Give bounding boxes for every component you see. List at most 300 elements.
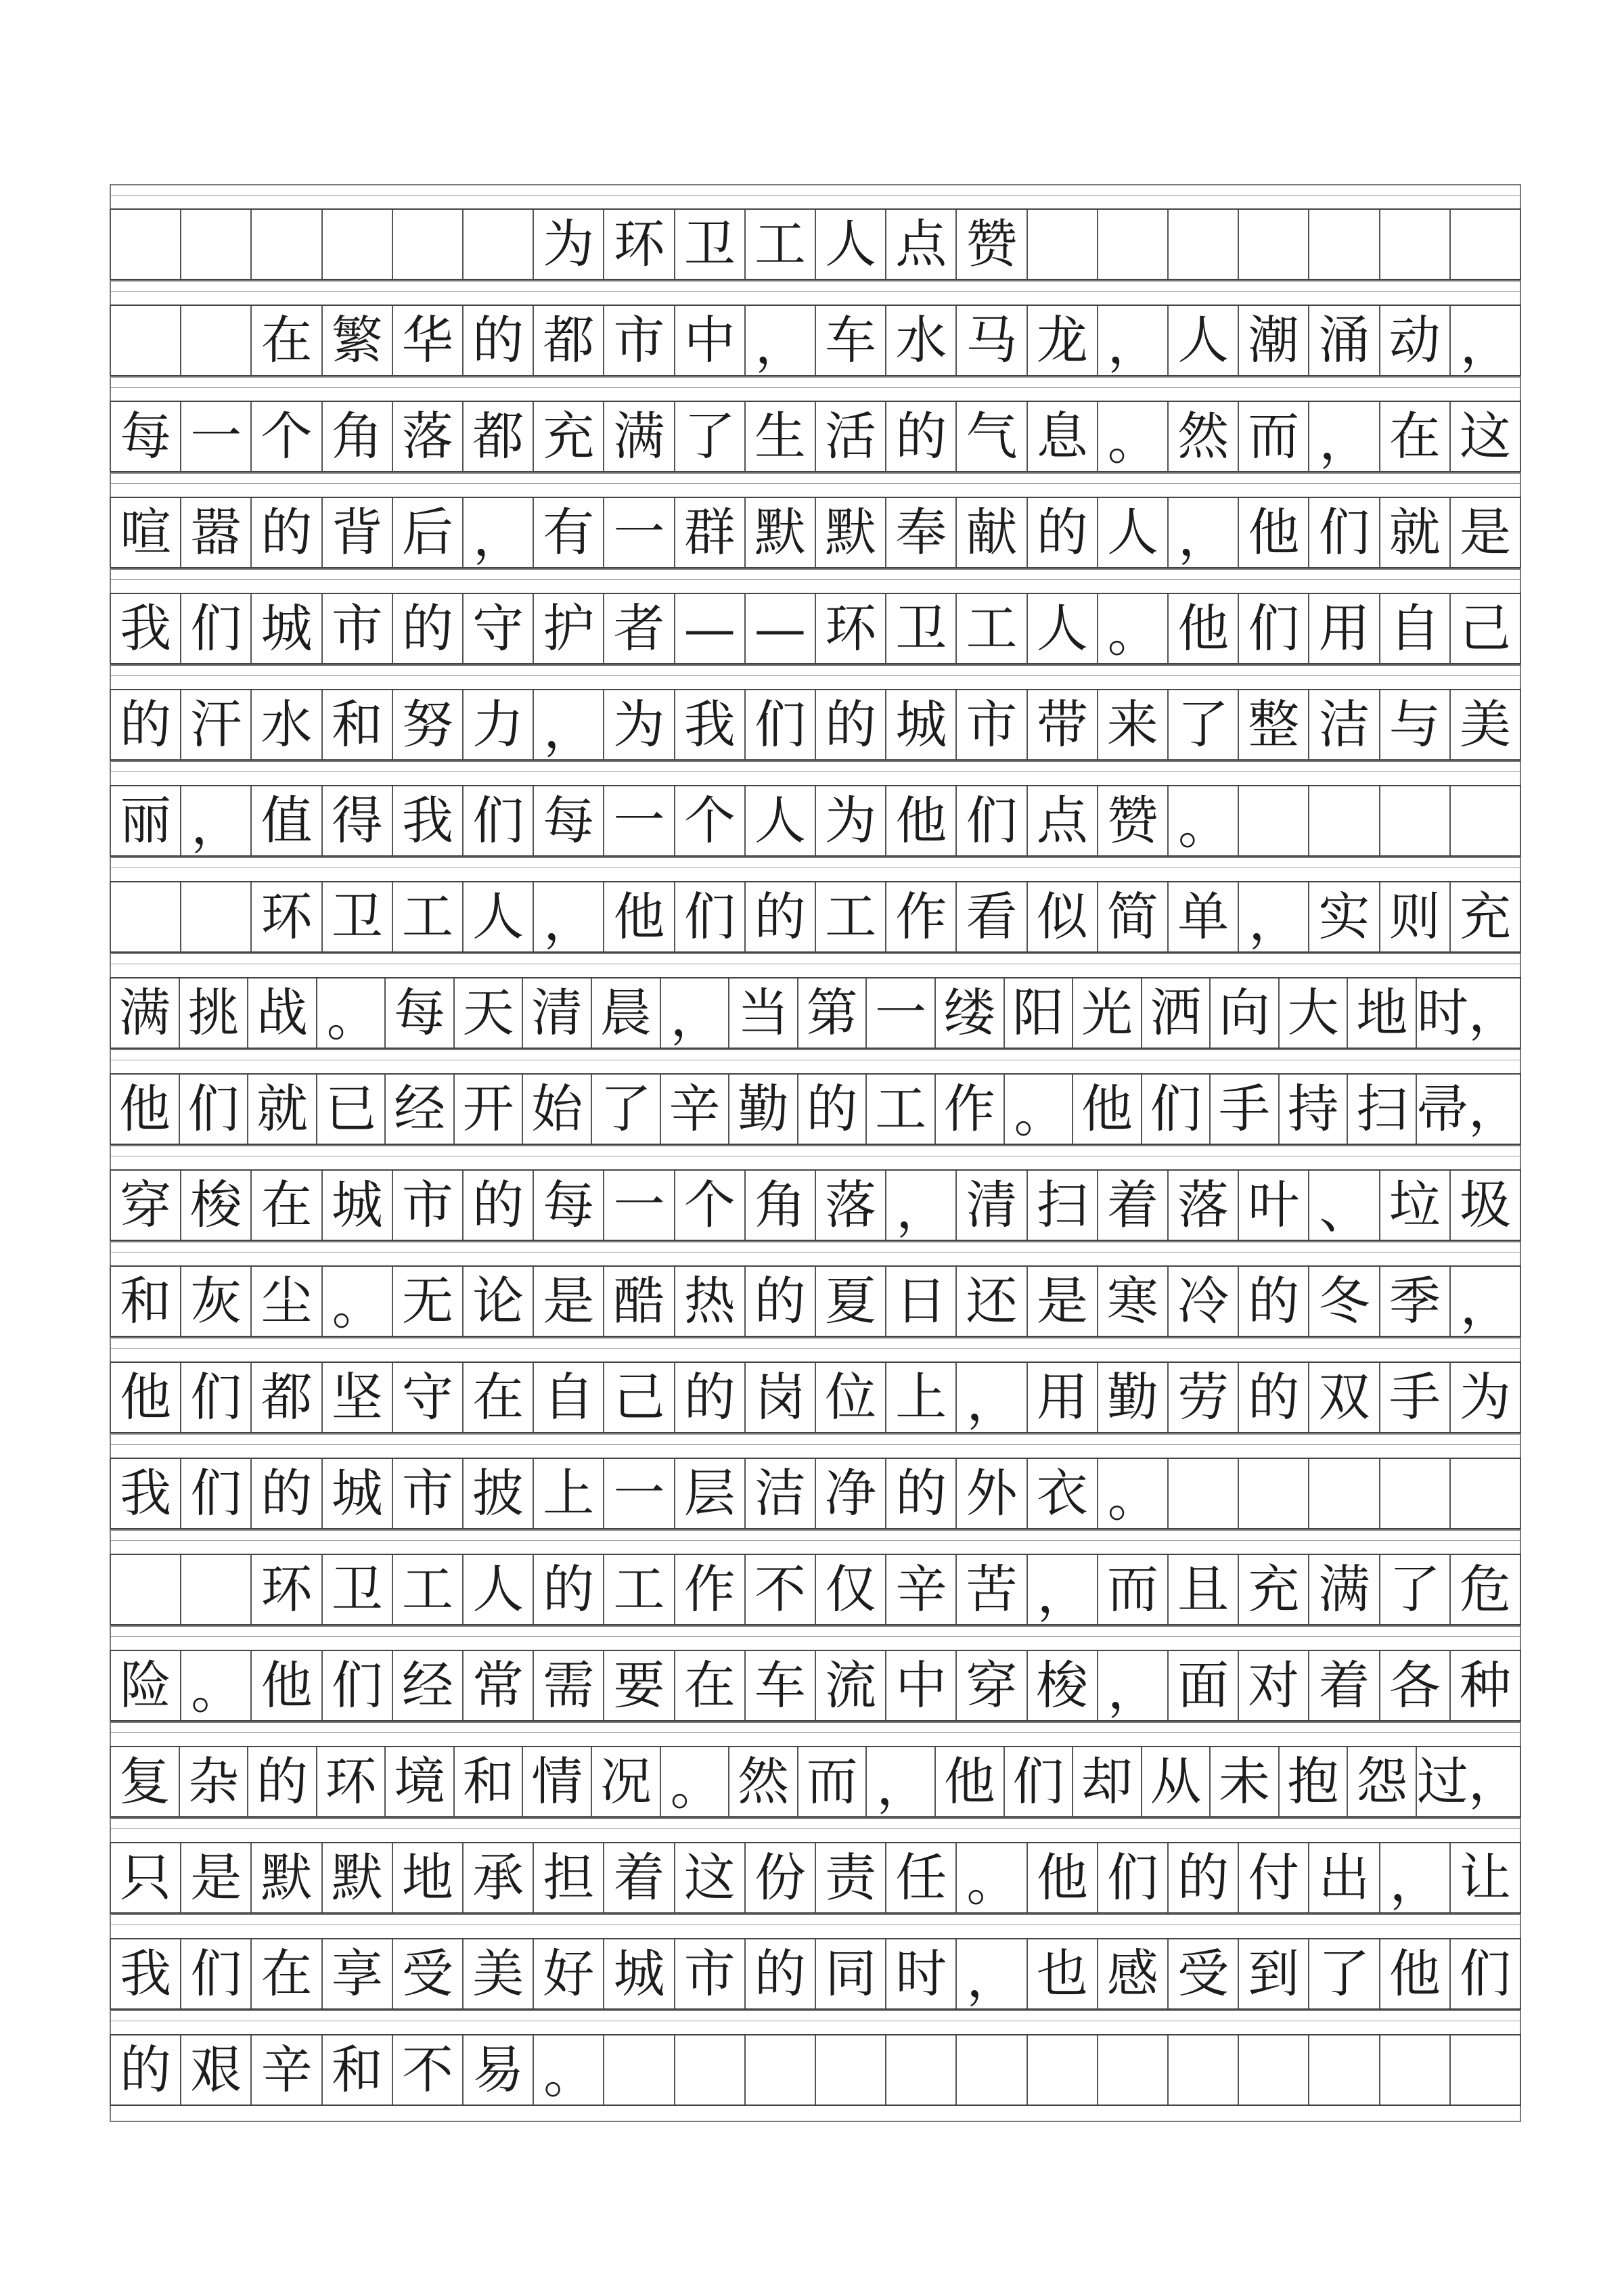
grid-cell: 城: [323, 1459, 393, 1528]
grid-cell: 是: [534, 1267, 604, 1336]
grid-cell: ，: [957, 1363, 1027, 1432]
grid-cell: 情: [523, 1747, 592, 1816]
grid-cell: 群: [675, 498, 746, 567]
grid-cell: 。: [1005, 1075, 1074, 1144]
grid-cell: 需: [534, 1651, 604, 1720]
grid-cell: 劳: [1169, 1363, 1239, 1432]
grid-cell: ，: [534, 882, 604, 951]
grid-cell: 份: [746, 1843, 816, 1912]
grid-cell: 的: [534, 1555, 604, 1624]
grid-cell: 都: [534, 306, 604, 375]
grid-cell: 值: [252, 786, 322, 855]
grid-cell: 力: [464, 690, 534, 759]
grid-cell: 仅: [816, 1555, 886, 1624]
grid-cell: 享: [323, 1939, 393, 2008]
text-row: [110, 1265, 1521, 1337]
text-row: [110, 593, 1521, 665]
row-gap: [110, 1914, 1521, 1938]
grid-cell: 论: [464, 1267, 534, 1336]
grid-cell: 人: [746, 786, 816, 855]
grid-cell: 这: [1451, 402, 1521, 471]
grid-cell: 挑: [180, 978, 249, 1048]
grid-cell: 城: [886, 690, 957, 759]
text-row: [110, 1458, 1521, 1529]
grid-cell: 充: [1451, 882, 1521, 951]
grid-cell: [111, 306, 181, 375]
grid-cell: [816, 2035, 886, 2104]
grid-cell: ，: [1028, 1555, 1098, 1624]
grid-cell: 寒: [1098, 1267, 1169, 1336]
grid-cell: 当: [729, 978, 798, 1048]
grid-cell: 们: [181, 1939, 252, 2008]
grid-cell: 。: [1098, 594, 1169, 663]
grid-cell: 向: [1211, 978, 1280, 1048]
grid-cell: 的: [1239, 1267, 1309, 1336]
grid-cell: 了: [675, 402, 746, 471]
grid-cell: 奉: [886, 498, 957, 567]
grid-cell: ，: [1239, 882, 1309, 951]
grid-cell: 都: [464, 402, 534, 471]
grid-cell: 抱: [1280, 1747, 1349, 1816]
grid-cell: 角: [323, 402, 393, 471]
grid-cell: 一: [604, 498, 675, 567]
grid-cell: 怨: [1348, 1747, 1417, 1816]
grid-cell: 华: [393, 306, 464, 375]
grid-cell: 在: [464, 1363, 534, 1432]
grid-cell: 他: [886, 786, 957, 855]
grid-cell: 付: [1239, 1843, 1309, 1912]
grid-cell: 勤: [1098, 1363, 1169, 1432]
grid-cell: 满: [1309, 1555, 1380, 1624]
row-gap: [110, 472, 1521, 497]
grid-cell: 实: [1309, 882, 1380, 951]
grid-cell: 受: [1169, 1939, 1239, 2008]
text-row: [110, 1746, 1521, 1818]
grid-cell: 开: [455, 1075, 524, 1144]
grid-cell: 献: [957, 498, 1027, 567]
grid-cell: 辛: [886, 1555, 957, 1624]
grid-cell: 市: [323, 594, 393, 663]
grid-cell: 出: [1309, 1843, 1380, 1912]
grid-cell: 每: [386, 978, 455, 1048]
grid-cell: [1451, 210, 1521, 279]
grid-cell: 水: [252, 690, 322, 759]
grid-cell: ，: [746, 306, 816, 375]
grid-cell: 人: [464, 882, 534, 951]
grid-cell: ，: [534, 690, 604, 759]
grid-cell: 我: [111, 594, 181, 663]
grid-cell: [1169, 210, 1239, 279]
grid-cell: 我: [111, 1939, 181, 2008]
grid-cell: 担: [534, 1843, 604, 1912]
grid-cell: 的: [1239, 1363, 1309, 1432]
grid-cell: 洒: [1142, 978, 1211, 1048]
grid-cell: 他: [1380, 1939, 1451, 2008]
grid-cell: [1451, 1459, 1521, 1528]
grid-cell: [746, 2035, 816, 2104]
grid-cell: 要: [604, 1651, 675, 1720]
grid-cell: [323, 210, 393, 279]
grid-cell: [1098, 2035, 1169, 2104]
grid-cell: 的: [464, 1171, 534, 1240]
grid-cell: 为: [1451, 1363, 1521, 1432]
grid-cell: 个: [675, 1171, 746, 1240]
grid-cell: 勤: [729, 1075, 798, 1144]
grid-cell: 市: [393, 1459, 464, 1528]
text-row: [110, 1842, 1521, 1914]
grid-cell: 丽: [111, 786, 181, 855]
grid-cell: 每: [534, 786, 604, 855]
grid-cell: 们: [464, 786, 534, 855]
grid-cell: [464, 210, 534, 279]
grid-cell: 自: [534, 1363, 604, 1432]
grid-cell: [1451, 786, 1521, 855]
grid-cell: 的: [886, 1459, 957, 1528]
grid-cell: 我: [675, 690, 746, 759]
grid-cell: [111, 1555, 181, 1624]
grid-cell: 市: [675, 1939, 746, 2008]
grid-cell: 点: [886, 210, 957, 279]
grid-cell: 活: [816, 402, 886, 471]
grid-cell: 一: [867, 978, 936, 1048]
grid-cell: 人: [816, 210, 886, 279]
grid-cell: 。: [534, 2035, 604, 2104]
grid-cell: [393, 210, 464, 279]
grid-cell: 满: [111, 978, 180, 1048]
grid-cell: 穿: [957, 1651, 1027, 1720]
grid-cell: 中: [675, 306, 746, 375]
grid-cell: [111, 210, 181, 279]
grid-cell: —: [746, 594, 816, 663]
grid-cell: 在: [252, 306, 322, 375]
grid-cell: ，: [1451, 306, 1521, 375]
grid-cell: 角: [746, 1171, 816, 1240]
row-gap: [110, 1529, 1521, 1554]
grid-cell: 者: [604, 594, 675, 663]
grid-cell: 工: [393, 1555, 464, 1624]
grid-cell: [181, 210, 252, 279]
grid-cell: 冷: [1169, 1267, 1239, 1336]
grid-cell: 而: [1239, 402, 1309, 471]
row-gap: [110, 1818, 1521, 1842]
text-row: [110, 1554, 1521, 1625]
grid-cell: 大: [1280, 978, 1349, 1048]
grid-cell: 的: [111, 2035, 181, 2104]
grid-cell: 水: [886, 306, 957, 375]
grid-cell: 落: [1169, 1171, 1239, 1240]
grid-cell: 还: [957, 1267, 1027, 1336]
grid-cell: 梭: [181, 1171, 252, 1240]
grid-cell: 环: [816, 594, 886, 663]
grid-cell: 他: [1073, 1075, 1142, 1144]
grid-cell: 们: [181, 1459, 252, 1528]
grid-cell: 就: [1380, 498, 1451, 567]
grid-cell: 过，: [1417, 1747, 1521, 1816]
grid-cell: 而: [798, 1747, 867, 1816]
grid-cell: 尘: [252, 1267, 322, 1336]
grid-cell: 龙: [1028, 306, 1098, 375]
grid-cell: 的: [816, 690, 886, 759]
grid-cell: 默: [816, 498, 886, 567]
grid-cell: 热: [675, 1267, 746, 1336]
grid-cell: 着: [604, 1843, 675, 1912]
grid-cell: 马: [957, 306, 1027, 375]
grid-cell: 是: [1028, 1267, 1098, 1336]
grid-cell: 扫: [1348, 1075, 1417, 1144]
grid-cell: 一: [181, 402, 252, 471]
grid-cell: 有: [534, 498, 604, 567]
grid-cell: 经: [393, 1651, 464, 1720]
grid-cell: 已: [317, 1075, 386, 1144]
grid-cell: 他: [111, 1075, 180, 1144]
grid-cell: [1380, 210, 1451, 279]
grid-cell: 的: [393, 594, 464, 663]
grid-cell: 同: [816, 1939, 886, 2008]
grid-cell: 易: [464, 2035, 534, 2104]
grid-cell: 苦: [957, 1555, 1027, 1624]
grid-cell: 喧: [111, 498, 181, 567]
grid-cell: 对: [1239, 1651, 1309, 1720]
grid-cell: 的: [1028, 498, 1098, 567]
row-gap: [110, 1337, 1521, 1361]
grid-cell: 默: [323, 1843, 393, 1912]
grid-cell: 却: [1073, 1747, 1142, 1816]
grid-cell: ，: [464, 498, 534, 567]
grid-cell: 卫: [886, 594, 957, 663]
grid-cell: 坚: [323, 1363, 393, 1432]
grid-cell: 环: [252, 1555, 322, 1624]
grid-cell: [181, 1555, 252, 1624]
grid-cell: 车: [816, 306, 886, 375]
grid-cell: 了: [592, 1075, 661, 1144]
grid-cell: 人: [464, 1555, 534, 1624]
grid-cell: 人: [1169, 306, 1239, 375]
row-gap: [110, 184, 1521, 208]
grid-cell: 双: [1309, 1363, 1380, 1432]
grid-cell: [1380, 2035, 1451, 2104]
grid-cell: 每: [111, 402, 181, 471]
grid-cell: 自: [1380, 594, 1451, 663]
grid-cell: 工: [816, 882, 886, 951]
grid-cell: ，: [867, 1747, 936, 1816]
grid-cell: 洁: [1309, 690, 1380, 759]
grid-cell: 的: [248, 1747, 317, 1816]
grid-cell: 人: [1098, 498, 1169, 567]
row-gap: [110, 1145, 1521, 1169]
grid-cell: 也: [1028, 1939, 1098, 2008]
grid-cell: 圾: [1451, 1171, 1521, 1240]
grid-cell: 动: [1380, 306, 1451, 375]
grid-cell: 而: [1098, 1555, 1169, 1624]
row-gap: [110, 1721, 1521, 1746]
grid-cell: 市: [604, 306, 675, 375]
grid-cell: 护: [534, 594, 604, 663]
grid-cell: 一: [604, 1459, 675, 1528]
grid-cell: [675, 2035, 746, 2104]
grid-cell: 带: [1028, 690, 1098, 759]
grid-cell: 境: [386, 1747, 455, 1816]
text-row: [110, 977, 1521, 1049]
grid-cell: 。: [957, 1843, 1027, 1912]
grid-cell: 中: [886, 1651, 957, 1720]
grid-cell: ，: [1451, 1267, 1521, 1336]
grid-cell: 净: [816, 1459, 886, 1528]
grid-cell: 用: [1309, 594, 1380, 663]
grid-cell: 常: [464, 1651, 534, 1720]
text-row: [110, 785, 1521, 857]
text-row: [110, 881, 1521, 953]
grid-cell: [252, 210, 322, 279]
grid-cell: 们: [181, 1363, 252, 1432]
grid-cell: 涌: [1309, 306, 1380, 375]
grid-cell: 则: [1380, 882, 1451, 951]
grid-cell: 无: [393, 1267, 464, 1336]
bottom-rule: [110, 2106, 1521, 2122]
grid-cell: 一: [604, 786, 675, 855]
grid-cell: 个: [675, 786, 746, 855]
row-gap: [110, 761, 1521, 785]
grid-cell: 和: [455, 1747, 524, 1816]
grid-cell: 充: [1239, 1555, 1309, 1624]
grid-cell: 美: [464, 1939, 534, 2008]
grid-cell: 潮: [1239, 306, 1309, 375]
grid-cell: 流: [816, 1651, 886, 1720]
grid-cell: 的: [746, 1267, 816, 1336]
grid-cell: [1028, 210, 1098, 279]
grid-cell: 。: [317, 978, 386, 1048]
grid-cell: 受: [393, 1939, 464, 2008]
grid-cell: 们: [323, 1651, 393, 1720]
grid-cell: 天: [455, 978, 524, 1048]
grid-cell: ，: [1098, 306, 1169, 375]
grid-cell: 看: [957, 882, 1027, 951]
grid-cell: 己: [604, 1363, 675, 1432]
grid-cell: 己: [1451, 594, 1521, 663]
grid-cell: 晨: [592, 978, 661, 1048]
grid-cell: 在: [1380, 402, 1451, 471]
grid-cell: 落: [393, 402, 464, 471]
grid-cell: [1309, 1459, 1380, 1528]
grid-cell: ，: [661, 978, 730, 1048]
grid-cell: 城: [604, 1939, 675, 2008]
title-row: [110, 208, 1521, 280]
grid-cell: 了: [1309, 1939, 1380, 2008]
grid-cell: 用: [1028, 1363, 1098, 1432]
grid-cell: 们: [1098, 1843, 1169, 1912]
grid-cell: 感: [1098, 1939, 1169, 2008]
grid-cell: 背: [323, 498, 393, 567]
grid-cell: 似: [1028, 882, 1098, 951]
grid-cell: [181, 306, 252, 375]
row-gap: [110, 665, 1521, 689]
grid-cell: 阳: [1005, 978, 1074, 1048]
grid-cell: 复: [111, 1747, 180, 1816]
grid-cell: 整: [1239, 690, 1309, 759]
grid-cell: 守: [393, 1363, 464, 1432]
grid-cell: 为: [604, 690, 675, 759]
grid-cell: 他: [604, 882, 675, 951]
grid-cell: [1239, 2035, 1309, 2104]
grid-cell: 们: [1309, 498, 1380, 567]
text-row: [110, 1169, 1521, 1241]
grid-cell: 城: [252, 594, 322, 663]
grid-cell: [957, 2035, 1027, 2104]
grid-cell: [1028, 2035, 1098, 2104]
grid-cell: 城: [323, 1171, 393, 1240]
text-row: [110, 1073, 1521, 1145]
grid-cell: 穿: [111, 1171, 181, 1240]
grid-cell: 未: [1211, 1747, 1280, 1816]
grid-cell: 是: [1451, 498, 1521, 567]
text-row: [110, 1938, 1521, 2010]
grid-cell: 卫: [323, 1555, 393, 1624]
grid-cell: 。: [1098, 1459, 1169, 1528]
grid-cell: 落: [816, 1171, 886, 1240]
grid-cell: [1098, 210, 1169, 279]
grid-cell: [1380, 786, 1451, 855]
grid-cell: 上: [886, 1363, 957, 1432]
grid-cell: 时: [886, 1939, 957, 2008]
grid-cell: 满: [604, 402, 675, 471]
grid-cell: 一: [604, 1171, 675, 1240]
grid-cell: [181, 882, 252, 951]
grid-cell: 们: [1239, 594, 1309, 663]
grid-cell: 冬: [1309, 1267, 1380, 1336]
grid-cell: 且: [1169, 1555, 1239, 1624]
grid-cell: 手: [1211, 1075, 1280, 1144]
grid-cell: 战: [248, 978, 317, 1048]
grid-cell: [1169, 2035, 1239, 2104]
row-gap: [110, 1049, 1521, 1073]
grid-cell: 日: [886, 1267, 957, 1336]
grid-cell: 在: [252, 1939, 322, 2008]
grid-cell: 息: [1028, 402, 1098, 471]
grid-cell: 辛: [252, 2035, 322, 2104]
grid-cell: 。: [661, 1747, 730, 1816]
grid-cell: 简: [1098, 882, 1169, 951]
grid-cell: 始: [523, 1075, 592, 1144]
row-gap: [110, 568, 1521, 593]
grid-cell: 险: [111, 1651, 181, 1720]
grid-cell: 作: [936, 1075, 1005, 1144]
text-row: [110, 401, 1521, 472]
grid-cell: 的: [1169, 1843, 1239, 1912]
grid-cell: 外: [957, 1459, 1027, 1528]
grid-cell: [1239, 786, 1309, 855]
grid-cell: [1239, 1459, 1309, 1528]
grid-cell: 作: [886, 882, 957, 951]
grid-cell: [1309, 210, 1380, 279]
grid-cell: 洁: [746, 1459, 816, 1528]
grid-cell: 卫: [323, 882, 393, 951]
grid-cell: 垃: [1380, 1171, 1451, 1240]
grid-cell: 扫: [1028, 1171, 1098, 1240]
grid-cell: 车: [746, 1651, 816, 1720]
grid-cell: 只: [111, 1843, 181, 1912]
grid-cell: 都: [252, 1363, 322, 1432]
grid-cell: 的: [675, 1363, 746, 1432]
grid-cell: ，: [1169, 498, 1239, 567]
grid-cell: 经: [386, 1075, 455, 1144]
grid-cell: 叶: [1239, 1171, 1309, 1240]
grid-cell: 梭: [1028, 1651, 1098, 1720]
grid-cell: 披: [464, 1459, 534, 1528]
grid-cell: 生: [746, 402, 816, 471]
grid-cell: ，: [957, 1939, 1027, 2008]
grid-cell: 在: [252, 1171, 322, 1240]
grid-cell: 他: [1169, 594, 1239, 663]
grid-cell: 上: [534, 1459, 604, 1528]
